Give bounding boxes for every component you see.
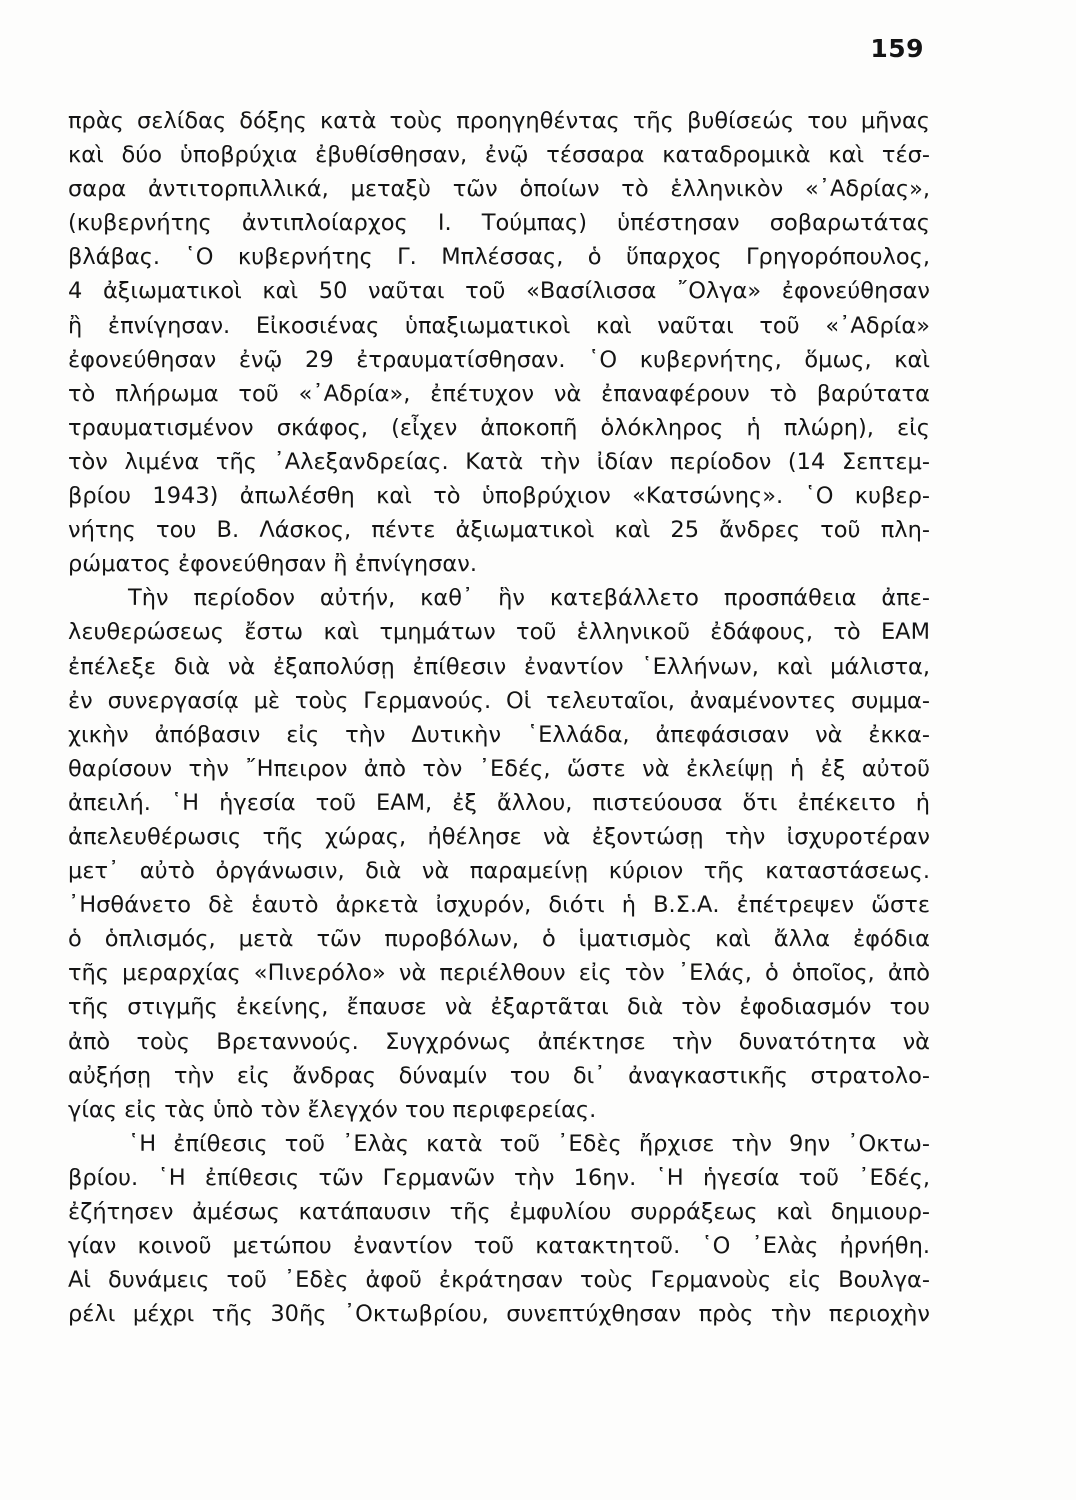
text-line: τῆς στιγμῆς ἐκείνης, ἔπαυσε νὰ ἐξαρτᾶται διὰ τὸν ἐφοδιασμόν του — [68, 994, 930, 1021]
text-line: Αἱ δυνάμεις τοῦ ᾿Εδὲς ἀφοῦ ἐκράτησαν τοὺς Γερμανοὺς εἰς Βουλγα- — [68, 1267, 930, 1294]
text-line: νήτης του Β. Λάσκος, πέντε ἀξιωματικοὶ καὶ 25 ἄνδρες τοῦ πλη- — [68, 517, 930, 544]
text-line: βλάβας. ῾Ο κυβερνήτης Γ. Μπλέσσας, ὁ ὕπαρχος Γρηγορόπουλος, — [68, 244, 930, 271]
text-line: καὶ δύο ὑποβρύχια ἐβυθίσθησαν, ἐνῷ τέσσαρα καταδρομικὰ καὶ τέσ- — [68, 142, 930, 169]
text-line: βρίου. ῾Η ἐπίθεσις τῶν Γερμανῶν τὴν 16ην. ῾Η ἡγεσία τοῦ ᾿Εδές, — [68, 1164, 930, 1191]
text-line: τὸ πλήρωμα τοῦ «᾿Αδρία», ἐπέτυχον νὰ ἐπαναφέρουν τὸ βαρύτατα — [68, 380, 930, 407]
page-number: 159 — [870, 34, 924, 63]
text-line: ἢ ἐπνίγησαν. Εἰκοσιένας ὑπαξιωματικοὶ καὶ ναῦται τοῦ «᾿Αδρία» — [68, 312, 930, 339]
text-line: ἀπὸ τοὺς Βρεταννούς. Συγχρόνως ἀπέκτησε τὴν δυνατότητα νὰ — [68, 1028, 930, 1055]
text-line: (κυβερνήτης ἀντιπλοίαρχος Ι. Τούμπας) ὑπέστησαν σοβαρωτάτας — [68, 210, 930, 237]
text-line: πρὰς σελίδας δόξης κατὰ τοὺς προηγηθέντας τῆς βυθίσεώς του μῆνας — [68, 108, 930, 134]
paragraph-end-line: γίας εἰς τὰς ὑπὸ τὸν ἔλεγχόν του περιφερείας. — [68, 1096, 597, 1123]
text-line: γίαν κοινοῦ μετώπου ἐναντίον τοῦ κατακτητοῦ. ῾Ο ᾿Ελὰς ἠρνήθη. — [68, 1233, 930, 1260]
text-line: τὸν λιμένα τῆς ᾿Αλεξανδρείας. Κατὰ τὴν ἰδίαν περίοδον (14 Σεπτεμ- — [68, 448, 930, 475]
text-line: ἀπειλή. ῾Η ἡγεσία τοῦ ΕΑΜ, ἐξ ἄλλου, πιστεύουσα ὅτι ἐπέκειτο ἡ — [68, 789, 930, 816]
text-line: ἐπέλεξε διὰ νὰ ἐξαπολύσῃ ἐπίθεσιν ἐναντίον ῾Ελλήνων, καὶ μάλιστα, — [68, 653, 930, 680]
body-text — [68, 104, 930, 1331]
text-line: μετ᾿ αὐτὸ ὀργάνωσιν, διὰ νὰ παραμείνῃ κύριον τῆς καταστάσεως. — [68, 858, 930, 885]
text-line: ρέλι μέχρι τῆς 30ῆς ᾿Οκτωβρίου, συνεπτύχθησαν πρὸς τὴν περιοχὴν — [68, 1301, 930, 1328]
text-line: 4 ἀξιωματικοὶ καὶ 50 ναῦται τοῦ «Βασίλισσα ῎Ολγα» ἐφονεύθησαν — [68, 278, 930, 305]
text-line: ᾿Ησθάνετο δὲ ἑαυτὸ ἀρκετὰ ἰσχυρόν, διότι ἡ Β.Σ.Α. ἐπέτρεψεν ὥστε — [68, 892, 930, 919]
text-line: λευθερώσεως ἔστω καὶ τμημάτων τοῦ ἑλληνικοῦ ἐδάφους, τὸ ΕΑΜ — [68, 619, 930, 646]
text-line: ἀπελευθέρωσις τῆς χώρας, ἠθέλησε νὰ ἐξοντώσῃ τὴν ἰσχυροτέραν — [68, 823, 930, 850]
text-line: ἐν συνεργασίᾳ μὲ τοὺς Γερμανούς. Οἱ τελευταῖοι, ἀναμένοντες συμμα- — [68, 687, 930, 714]
text-line: χικὴν ἀπόβασιν εἰς τὴν Δυτικὴν ῾Ελλάδα, ἀπεφάσισαν νὰ ἐκκα- — [68, 721, 930, 748]
paragraph-start-line: Τὴν περίοδον αὐτήν, καθ᾿ ἣν κατεβάλλετο προσπάθεια ἀπε- — [128, 585, 930, 612]
text-line: ἐζήτησεν ἀμέσως κατάπαυσιν τῆς ἐμφυλίου συρράξεως καὶ δημιουρ- — [68, 1199, 930, 1225]
text-line: τραυματισμένον σκάφος, (εἶχεν ἀποκοπῆ ὁλόκληρος ἡ πλώρη), εἰς — [68, 414, 930, 441]
text-line: βρίου 1943) ἀπωλέσθη καὶ τὸ ὑποβρύχιον «Κατσώνης». ῾Ο κυβερ- — [68, 483, 930, 510]
text-line: ὁ ὁπλισμός, μετὰ τῶν πυροβόλων, ὁ ἱματισμὸς καὶ ἄλλα ἐφόδια — [68, 926, 930, 953]
text-line: θαρίσουν τὴν ῎Ηπειρον ἀπὸ τὸν ᾿Εδές, ὥστε νὰ ἐκλείψῃ ἡ ἐξ αὐτοῦ — [68, 755, 930, 782]
paragraph-start-line: ῾Η ἐπίθεσις τοῦ ᾿Ελὰς κατὰ τοῦ ᾿Εδὲς ἤρχισε τὴν 9ην ᾿Οκτω- — [128, 1130, 930, 1157]
text-line: τῆς μεραρχίας «Πινερόλο» νὰ περιέλθουν εἰς τὸν ᾿Ελάς, ὁ ὁποῖος, ἀπὸ — [68, 960, 930, 987]
text-line: αὐξήσῃ τὴν εἰς ἄνδρας δύναμίν του δι᾿ ἀναγκαστικῆς στρατολο- — [68, 1062, 930, 1089]
text-line: σαρα ἀντιτορπιλλικά, μεταξὺ τῶν ὁποίων τὸ ἑλληνικὸν «᾿Αδρίας», — [68, 176, 930, 203]
paragraph-end-line: ρώματος ἐφονεύθησαν ἢ ἐπνίγησαν. — [68, 551, 477, 578]
text-line: ἐφονεύθησαν ἐνῷ 29 ἐτραυματίσθησαν. ῾Ο κυβερνήτης, ὅμως, καὶ — [68, 346, 930, 373]
